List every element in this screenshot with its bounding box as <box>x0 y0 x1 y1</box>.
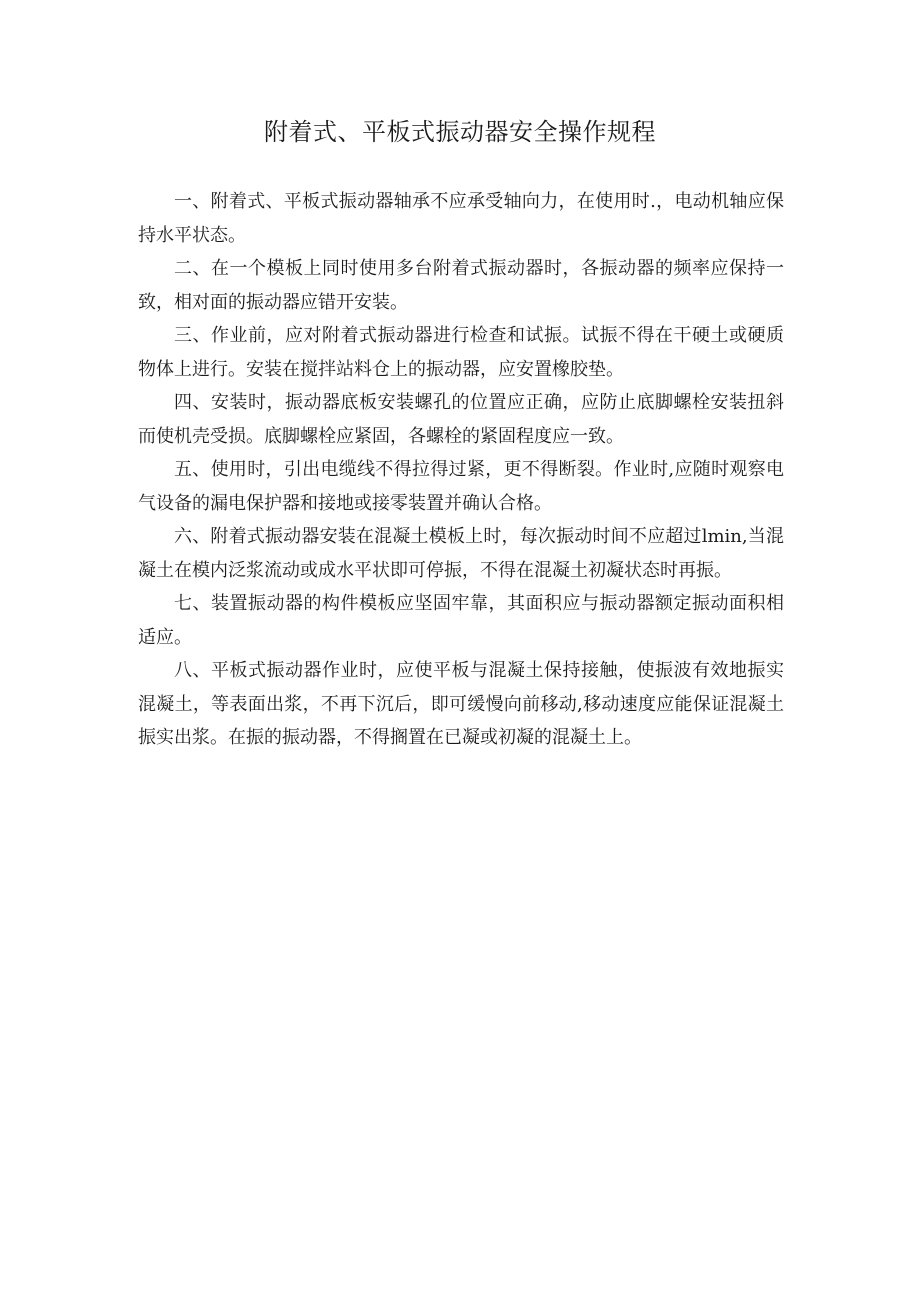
document-title: 附着式、平板式振动器安全操作规程 <box>264 118 656 146</box>
paragraph-7: 七、装置振动器的构件模板应坚固牢靠，其面积应与振动器额定振动面积相适应。 <box>138 593 784 648</box>
paragraph-5: 五、使用时，引出电缆线不得拉得过紧，更不得断裂。作业时,应随时观察电气设备的漏电保护器和接地或接零装置并确认合格。 <box>138 459 784 514</box>
paragraph-4: 四、安装时，振动器底板安装螺孔的位置应正确，应防止底脚螺栓安装扭斜而使机壳受损。底脚螺栓应紧固，各螺栓的紧固程度应一致。 <box>138 392 784 447</box>
paragraph-3: 三、作业前，应对附着式振动器进行检查和试振。试振不得在干硬土或硬质物体上进行。安装在搅拌站料仓上的振动器，应安置橡胶垫。 <box>138 325 784 380</box>
document-body <box>138 185 784 755</box>
paragraph-8: 八、平板式振动器作业时，应使平板与混凝土保持接触，使振波有效地振实混凝土，等表面出浆，不再下沉后，即可缓慢向前移动,移动速度应能保证混凝土振实出浆。在振的振动器，不得搁置在已凝或初凝的混凝土上。 <box>138 660 784 748</box>
paragraph-1: 一、附着式、平板式振动器轴承不应承受轴向力，在使用时.，电动机轴应保持水平状态。 <box>138 191 784 246</box>
paragraph-6: 六、附着式振动器安装在混凝土模板上时，每次振动时间不应超过lmin,当混凝土在模内泛浆流动或成水平状即可停振，不得在混凝土初凝状态时再振。 <box>138 526 784 581</box>
paragraph-2: 二、在一个模板上同时使用多台附着式振动器时，各振动器的频率应保持一致，相对面的振动器应错开安装。 <box>138 258 784 313</box>
